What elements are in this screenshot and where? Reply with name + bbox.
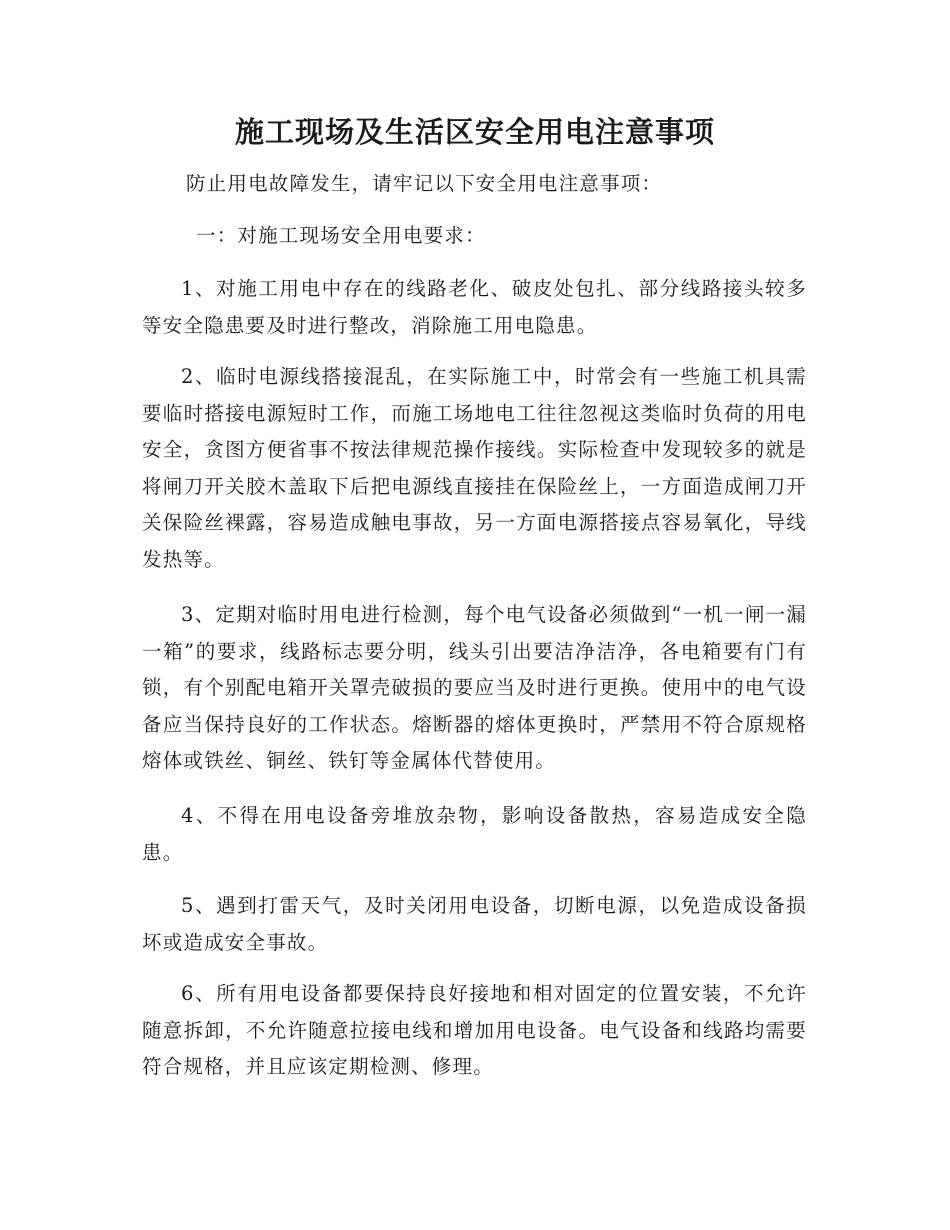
intro-text: 防止用电故障发生，请牢记以下安全用电注意事项： <box>186 172 663 195</box>
paragraph-1: 1、对施工用电中存在的线路老化、破皮处包扎、部分线路接头较多等安全隐患要及时进行整改，消除施工用电隐患。 <box>142 277 807 337</box>
document-title: 施工现场及生活区安全用电注意事项 <box>234 115 715 149</box>
paragraph-6: 6、所有用电设备都要保持良好接地和相对固定的位置安装，不允许随意拆卸，不允许随意拉接电线和增加用电设备。电气设备和线路均需要符合规格，并且应该定期检测、修理。 <box>142 982 807 1078</box>
paragraph-2: 2、临时电源线搭接混乱，在实际施工中，时常会有一些施工机具需要临时搭接电源短时工作，而施工场地电工往往忽视这类临时负荷的用电安全，贪图方便省事不按法律规范操作接线。实际检查中发现较多的就是将闸刀开关胶木盖取下后把电源线直接挂在保险丝上，一方面造成闸刀开关保险丝裸露，容易造成触电事故，另一方面电源搭接点容易氧化，导线发热等。 <box>142 365 807 571</box>
section-heading: 一：对施工现场安全用电要求： <box>196 224 486 247</box>
paragraph-4: 4、不得在用电设备旁堆放杂物，影响设备散热，容易造成安全隐患。 <box>142 804 807 864</box>
paragraph-5: 5、遇到打雷天气，及时关闭用电设备，切断电源，以免造成设备损坏或造成安全事故。 <box>142 894 807 954</box>
paragraph-3: 3、定期对临时用电进行检测，每个电气设备必须做到“一机一闸一漏一箱”的要求，线路标志要分明，线头引出要洁净洁净，各电箱要有门有锁，有个别配电箱开关罩壳破损的要应当及时进行更换。使用中的电气设备应当保持良好的工作状态。熔断器的熔体更换时，严禁用不符合原规格熔体或铁丝、铜丝、铁钉等金属体代替使用。 <box>142 603 807 772</box>
